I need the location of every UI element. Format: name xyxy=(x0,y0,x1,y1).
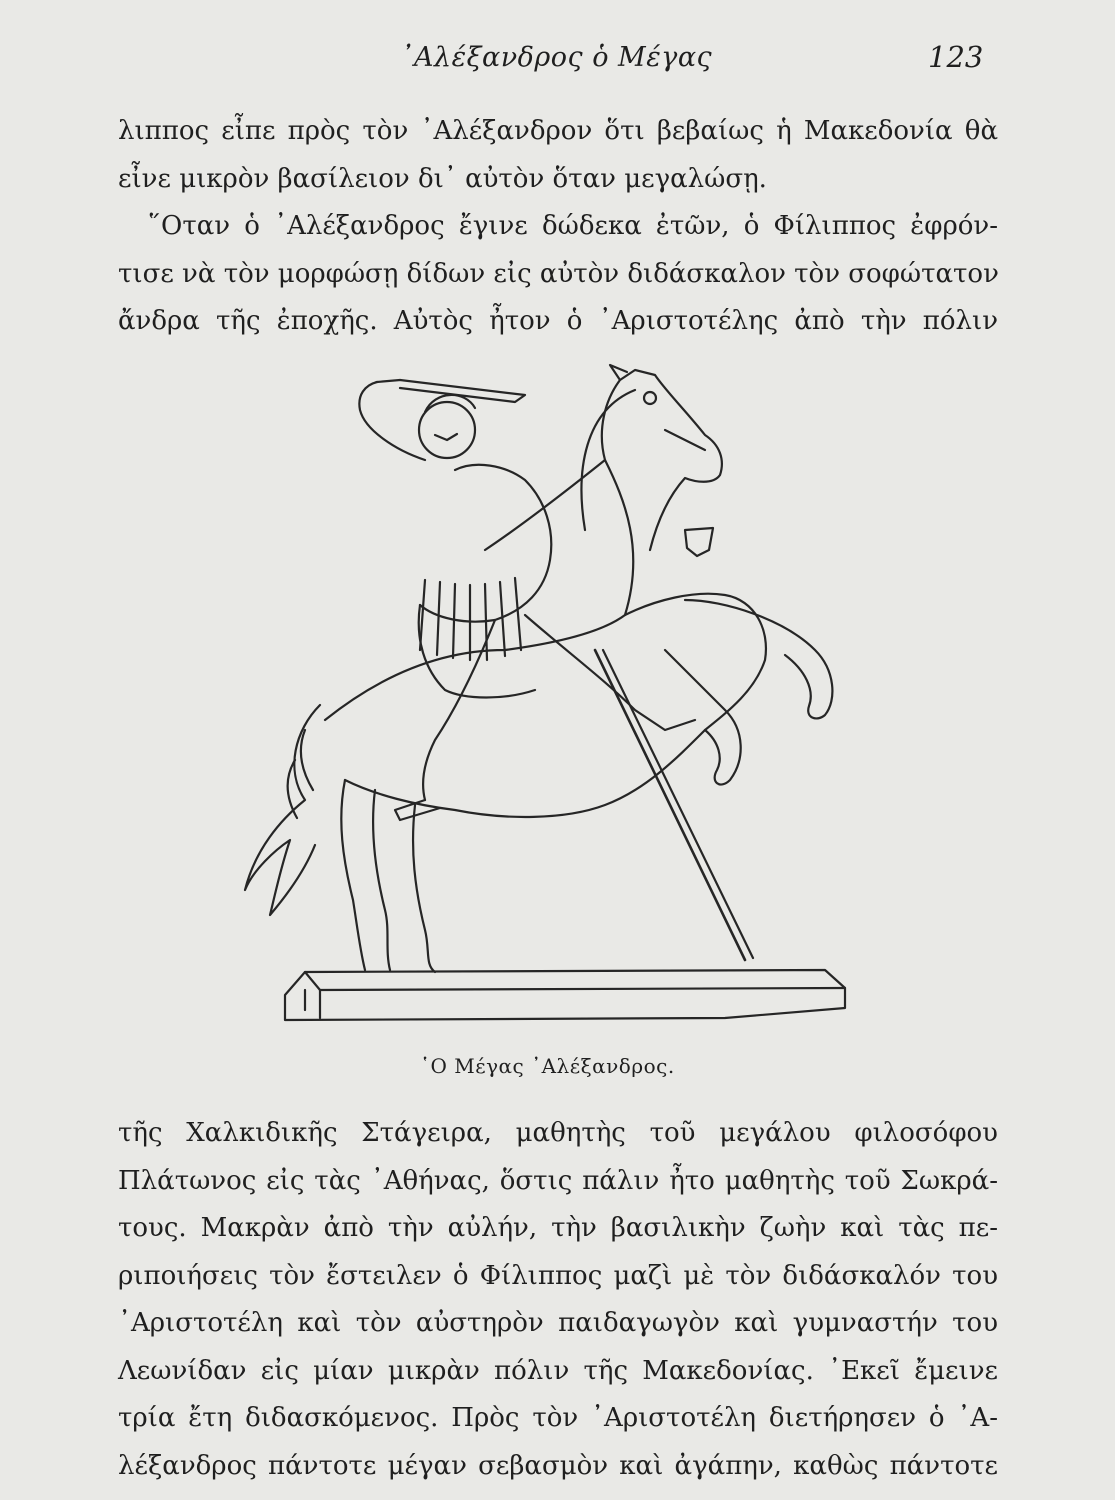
rider-leg xyxy=(423,620,495,800)
text-line: λιππος εἶπε πρὸς τὸν ᾿Αλέξανδρον ὅτι βεβαίως ἡ Μακεδονία θὰ xyxy=(118,116,998,146)
sword xyxy=(400,380,525,402)
text-line: τους. Μακρὰν ἀπὸ τὴν αὐλήν, τὴν βασιλικὴν ζωὴν καὶ τὰς πε- xyxy=(118,1213,998,1243)
text-line: τῆς Χαλκιδικῆς Στάγειρα, μαθητὴς τοῦ μεγάλου φιλοσόφου xyxy=(118,1118,998,1148)
text-line: τισε νὰ τὸν μορφώσῃ δίδων εἰς αὐτὸν διδάσκαλον τὸν σοφώτατον xyxy=(118,258,999,289)
horse-hindleg xyxy=(373,790,390,970)
text-line: ᾿Αριστοτέλη καὶ τὸν αὐστηρὸν παιδαγωγὸν καὶ γυμναστήν του xyxy=(118,1308,998,1338)
text-line: τρία ἔτη διδασκόμενος. Πρὸς τὸν ᾿Αριστοτέλη διετήρησεν ὁ ᾿Α- xyxy=(118,1403,998,1433)
rider-head xyxy=(419,402,475,458)
paragraph-bottom xyxy=(118,1110,998,1490)
text-line: εἶνε μικρὸν βασίλειον δι᾿ αὐτὸν ὅταν μεγαλώσῃ. xyxy=(118,163,767,194)
text-line: ἄνδρα τῆς ἐποχῆς. Αὐτὸς ἦτον ὁ ᾿Αριστοτέλης ἀπὸ τὴν πόλιν xyxy=(118,306,998,336)
text-line: Πλάτωνος εἰς τὰς ᾿Αθήνας, ὅστις πάλιν ἦτο μαθητὴς τοῦ Σωκρά- xyxy=(118,1165,998,1196)
paragraph-top xyxy=(118,108,998,346)
text-line: ῞Οταν ὁ ᾿Αλέξανδρος ἔγινε δώδεκα ἐτῶν, ὁ Φίλιππος ἐφρόν- xyxy=(148,211,998,241)
page-number: 123 xyxy=(928,40,984,74)
horse-head xyxy=(602,370,722,615)
horse-body xyxy=(325,594,766,817)
running-title: ᾿Αλέξανδρος ὁ Μέγας xyxy=(400,42,713,73)
alexander-statue-illustration xyxy=(225,350,865,1050)
text-line: λέξανδρος πάντοτε μέγαν σεβασμὸν καὶ ἀγάπην, καθὼς πάντοτε xyxy=(118,1450,998,1481)
text-line: ριποιήσεις τὸν ἔστειλεν ὁ Φίλιππος μαζὶ μὲ τὸν διδάσκαλόν του xyxy=(118,1260,998,1291)
figure-caption: ῾Ο Μέγας ᾿Αλέξανδρος. xyxy=(420,1054,675,1078)
rider-arm xyxy=(359,382,425,460)
statue-base xyxy=(285,970,845,1020)
text-line: Λεωνίδαν εἰς μίαν μικρὰν πόλιν τῆς Μακεδονίας. ᾿Εκεῖ ἔμεινε xyxy=(118,1355,998,1386)
horse-tail xyxy=(245,705,320,915)
